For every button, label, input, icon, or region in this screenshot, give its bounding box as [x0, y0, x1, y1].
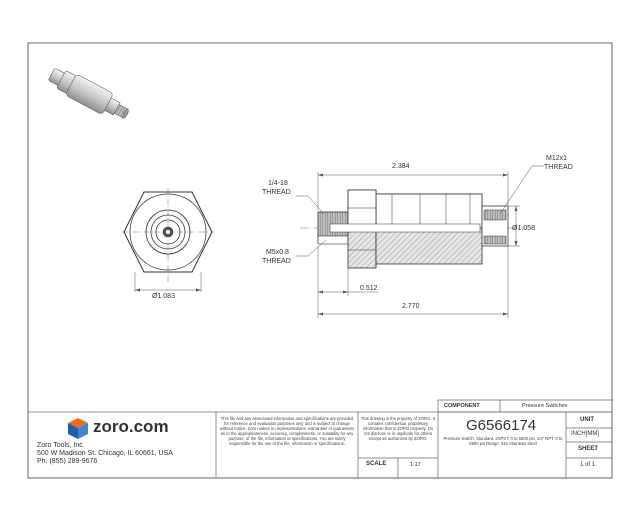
- callout-m12-thread: M12x1: [546, 155, 568, 162]
- dim-body-diameter: Ø1.058: [512, 225, 535, 232]
- company-phone: Ph: (855) 289-9676: [37, 458, 98, 465]
- section-view: [296, 166, 544, 318]
- company-address: 500 W Madison St. Chicago, IL 60661, USA: [37, 450, 173, 457]
- callout-npt-thread: 1/4-18: [268, 180, 288, 187]
- component-label: COMPONENT: [444, 403, 480, 409]
- confidential-text: This drawing is the property of ZORO. It contains confidential, proprietary information that is ZORO property. Do not disclose or in duplicate for others except as authorized by ZORO.: [360, 416, 435, 441]
- callout-npt-thread-label: THREAD: [262, 189, 291, 196]
- logo-text: zoro.com: [93, 417, 169, 436]
- callout-m5-thread: M5x0.8: [266, 249, 289, 256]
- dim-hex-diameter: Ø1.083: [152, 293, 175, 300]
- sheet-value: 1 of 1: [580, 462, 596, 468]
- dim-overall-width: 2.384: [392, 163, 410, 170]
- company-name: Zoro Tools, Inc.: [37, 442, 85, 449]
- callout-m12-thread-label: THREAD: [544, 164, 573, 171]
- unit-label: UNIT: [580, 417, 594, 423]
- unit-value: INCH[MM]: [571, 431, 599, 437]
- dim-thread-length: 0.512: [360, 285, 378, 292]
- component-value: Pressure Switches: [522, 403, 568, 409]
- isometric-view: [46, 64, 133, 125]
- end-view: [122, 188, 214, 292]
- part-description: Pressure Switch, Standard, 2SPST, 0 to 5800 psi, 1/4" NPT, 0 to 5800 psi Range, 316 Stainless Steel: [443, 436, 563, 446]
- scale-value: 1:17: [410, 462, 421, 468]
- dim-overall-length: 2.770: [402, 303, 420, 310]
- disclaimer-text: This file and any associated information and specifications are provided for reference and evaluation purposes only and is subject to change without notice. Zoro makes no representations, warranties or guarantees as to the appropriateness, accuracy, completeness, or suitability for any purpose, of the file, information or specifications. You are solely responsible for the use of the file, information or specifications.: [219, 416, 355, 446]
- zoro-logo-icon: [68, 418, 88, 439]
- sheet-label: SHEET: [578, 446, 599, 452]
- part-number: G6566174: [466, 417, 537, 434]
- scale-label: SCALE: [366, 461, 387, 467]
- callout-m5-thread-label: THREAD: [262, 258, 291, 265]
